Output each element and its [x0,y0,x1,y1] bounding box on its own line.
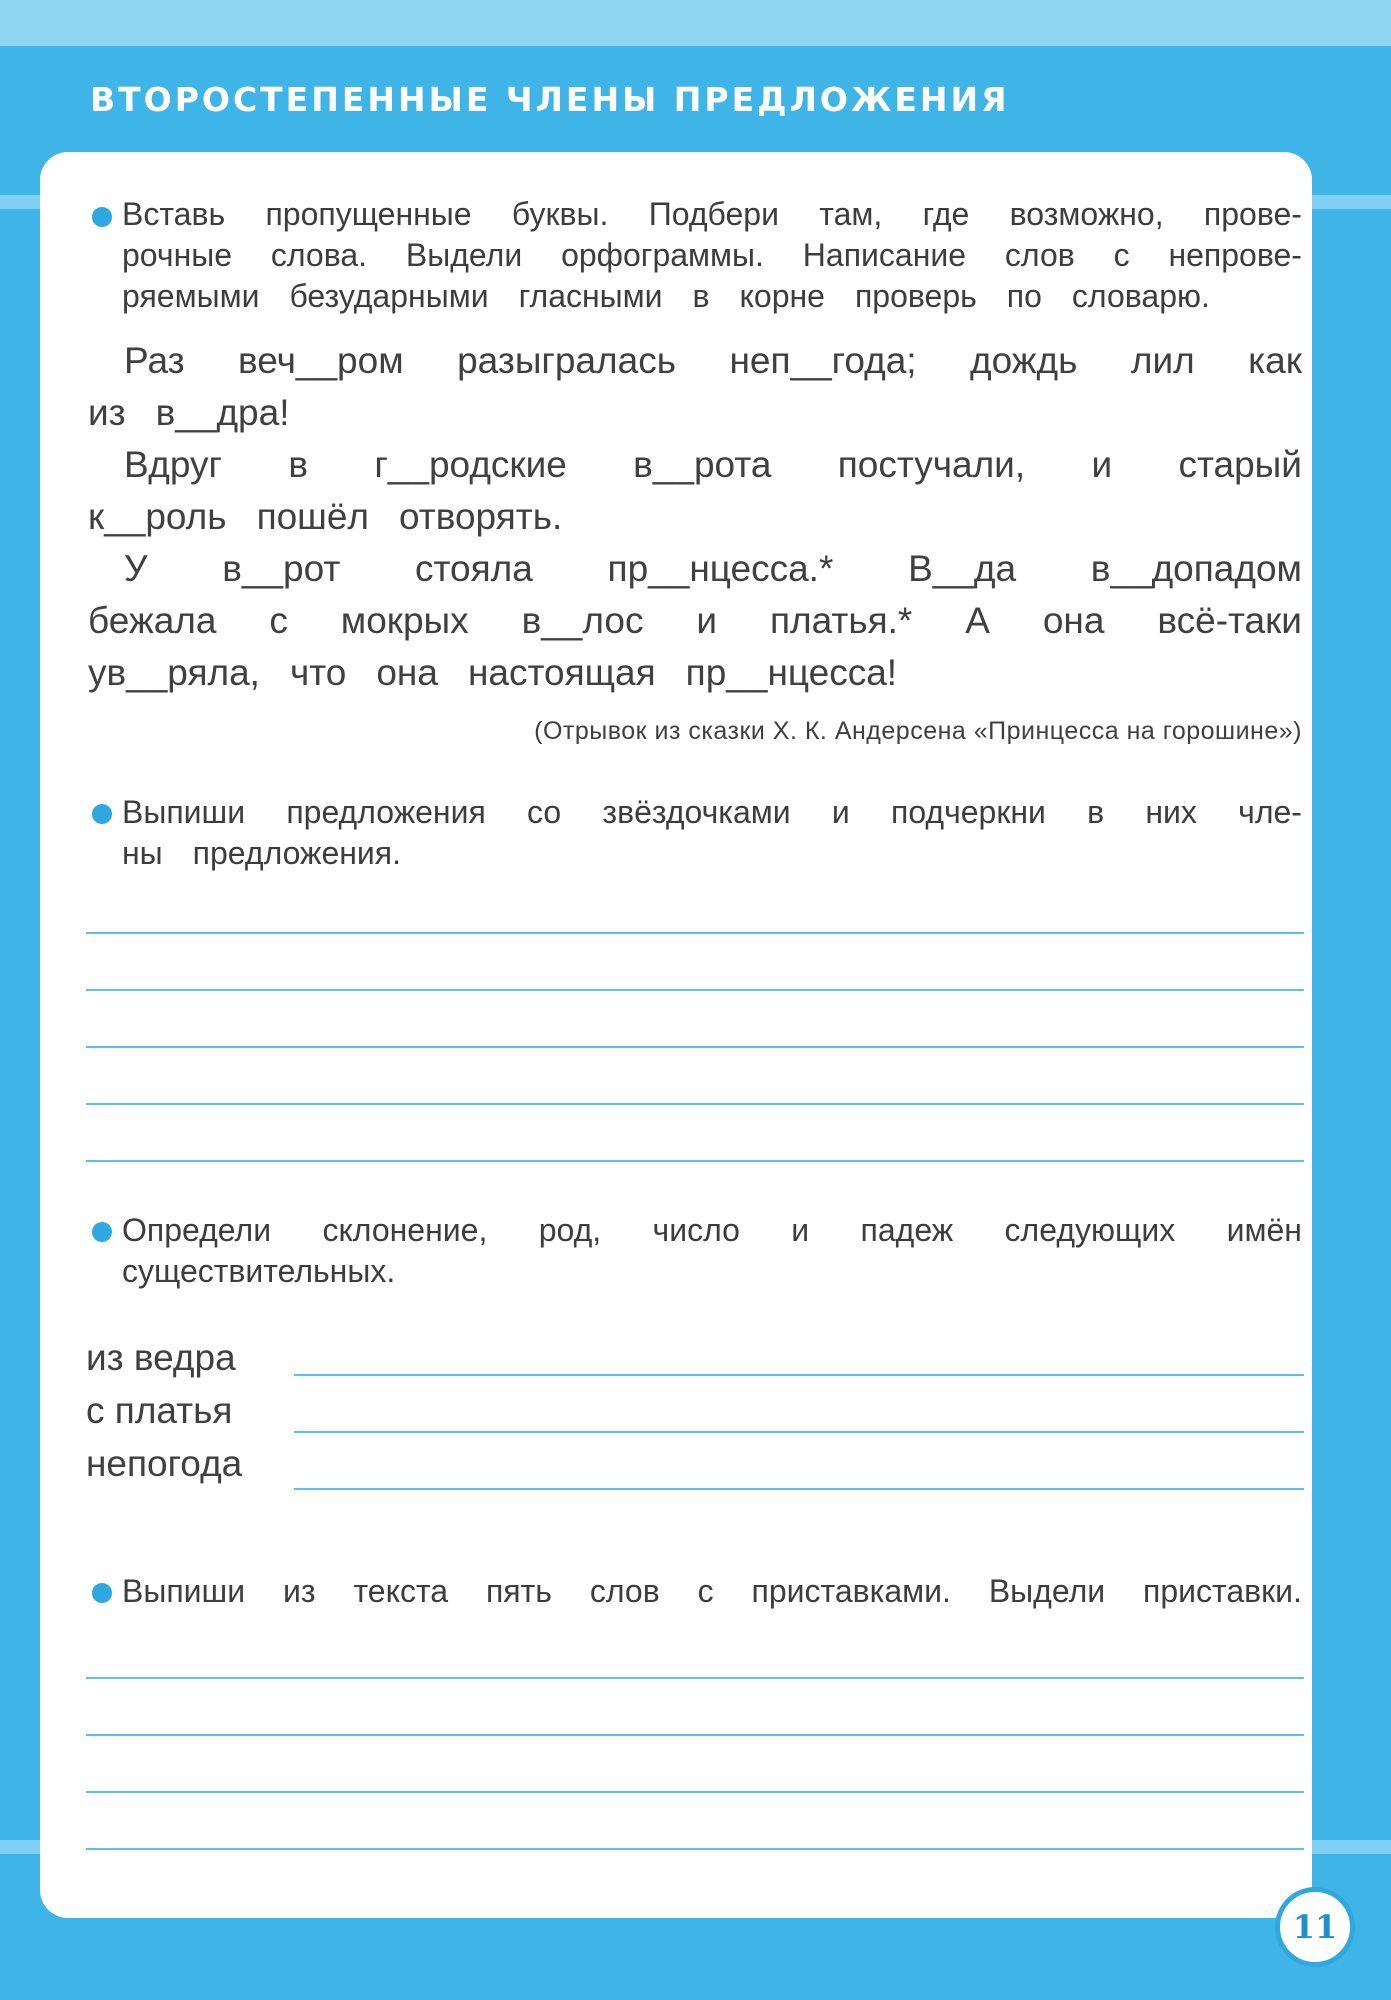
word: текста [353,1573,449,1609]
text-line [88,491,1302,543]
word: приставки. [1143,1573,1302,1609]
bullet-icon [92,1583,112,1603]
word: Определи [122,1212,272,1248]
task-2-instructions [122,792,1302,874]
bullet-icon [92,804,112,824]
story-source: (Отрывок из сказки Х. К. Андерсена «Принцесса на горошине») [534,717,1302,745]
noun-1-answer-line[interactable] [294,1374,1304,1376]
word: она [1042,600,1105,641]
word: гласными [518,278,663,314]
task-1-instructions [122,194,1302,317]
answer-line[interactable] [86,1160,1304,1162]
word: пр__нцесса.* [607,548,834,589]
answer-line[interactable] [86,1734,1304,1736]
text-line [122,276,1302,317]
word: приставками. [751,1573,951,1609]
word: неп__года; [729,340,917,381]
word: Подбери [648,196,779,232]
text-line [88,595,1302,647]
text-line [88,543,1302,595]
word: рочные [122,237,233,273]
word: стояла [415,548,533,589]
word: разыгралась [457,340,677,381]
word: пропущенные [265,196,472,232]
word: Написание [802,237,967,273]
answer-line[interactable] [86,932,1304,934]
word: постучали, [837,444,1026,485]
decor-stripe [0,195,40,209]
decor-stripe [1312,1840,1391,1854]
word: Вдруг [124,444,223,485]
word: слова. [270,237,368,273]
word: дождь [970,340,1078,381]
word: корне [739,278,825,314]
answer-line[interactable] [86,1677,1304,1679]
word: орфограммы. [561,237,764,273]
word: проверь [854,278,977,314]
text-line [122,1571,1302,1612]
top-band [0,0,1391,46]
word: из [283,1573,316,1609]
word: с [269,600,288,641]
word: существительных. [122,1253,396,1289]
text-line [122,1210,1302,1251]
word: всё-таки [1157,600,1302,641]
word: по [1006,278,1042,314]
noun-3-answer-line[interactable] [294,1488,1304,1490]
page-number: 11 [1275,1887,1355,1967]
worksheet-card [40,152,1312,1918]
word: ны [122,835,163,871]
story-text [88,335,1302,699]
noun-3: непогода [86,1443,243,1484]
decor-stripe [1312,195,1391,209]
word: звёздочками [602,794,791,830]
text-line [122,792,1302,833]
noun-1: из ведра [86,1337,236,1378]
word: У [124,548,148,589]
word: словарю. [1071,278,1210,314]
word: склонение, [322,1212,488,1248]
text-line [88,335,1302,387]
word: непрове- [1168,237,1302,273]
word: настоящая [467,652,656,693]
text-line [122,194,1302,235]
answer-line[interactable] [86,1046,1304,1048]
bullet-icon [92,207,112,227]
word: предложения. [192,835,401,871]
word: с [697,1573,714,1609]
word: в__рот [222,548,341,589]
word: в [288,444,308,485]
word: со [527,794,562,830]
word: следующих [1004,1212,1176,1248]
answer-line[interactable] [86,989,1304,991]
answer-line[interactable] [86,1848,1304,1850]
word: предложения [286,794,486,830]
word: безударными [289,278,489,314]
word: и [696,600,718,641]
word: бежала [88,600,217,641]
word: пять [485,1573,552,1609]
word: пр__нцесса! [685,652,898,693]
word: где [922,196,970,232]
word: там, [819,196,883,232]
word: старый [1178,444,1302,485]
text-line [88,387,1302,439]
word: отворять. [399,496,563,537]
word: Выпиши [122,794,246,830]
word: лил [1130,340,1195,381]
text-line [88,647,1302,699]
word: Раз [124,340,185,381]
word: Выпиши [122,1573,246,1609]
word: В__да [908,548,1017,589]
word: с [1113,237,1130,273]
word: Выдели [405,237,523,273]
decor-stripe [0,1840,40,1854]
word: число [652,1212,740,1248]
section-title: ВТОРОСТЕПЕННЫЕ ЧЛЕНЫ ПРЕДЛОЖЕНИЯ [90,80,1010,119]
noun-2-answer-line[interactable] [294,1431,1304,1433]
word: них [1145,794,1197,830]
word: пошёл [256,496,370,537]
word: возможно, [1009,196,1164,232]
word: как [1248,340,1302,381]
word: г__родские [374,444,567,485]
word: ряемыми [122,278,260,314]
word: в__лос [521,600,644,641]
word: в [1087,794,1105,830]
word: она [376,652,438,693]
word: буквы. [511,196,609,232]
word: прове- [1203,196,1302,232]
task-4-instructions [122,1571,1302,1612]
word: Выдели [988,1573,1106,1609]
noun-2: с платья [86,1390,233,1431]
word: мокрых [340,600,469,641]
word: в__рота [633,444,772,485]
word: ув__ряла, [88,652,260,693]
text-line [122,235,1302,276]
text-line [88,439,1302,491]
word: в__дра! [155,392,290,433]
word: в__допадом [1090,548,1302,589]
word: платья.* [770,600,913,641]
answer-line[interactable] [86,1103,1304,1105]
word: к__роль [88,496,227,537]
word: род, [538,1212,602,1248]
answer-line[interactable] [86,1791,1304,1793]
text-line [122,1251,1302,1292]
word: падеж [860,1212,954,1248]
word: А [965,600,990,641]
word: что [289,652,347,693]
word: в [692,278,710,314]
word: и [831,794,850,830]
text-line [122,833,1302,874]
word: из [88,392,126,433]
bullet-icon [92,1222,112,1242]
word: и [1091,444,1113,485]
word: слов [589,1573,660,1609]
word: имён [1226,1212,1302,1248]
word: Вставь [122,196,226,232]
task-3-instructions [122,1210,1302,1292]
word: веч__ром [238,340,404,381]
word: слов [1004,237,1075,273]
word: чле- [1238,794,1302,830]
word: и [791,1212,810,1248]
word: подчеркни [890,794,1046,830]
